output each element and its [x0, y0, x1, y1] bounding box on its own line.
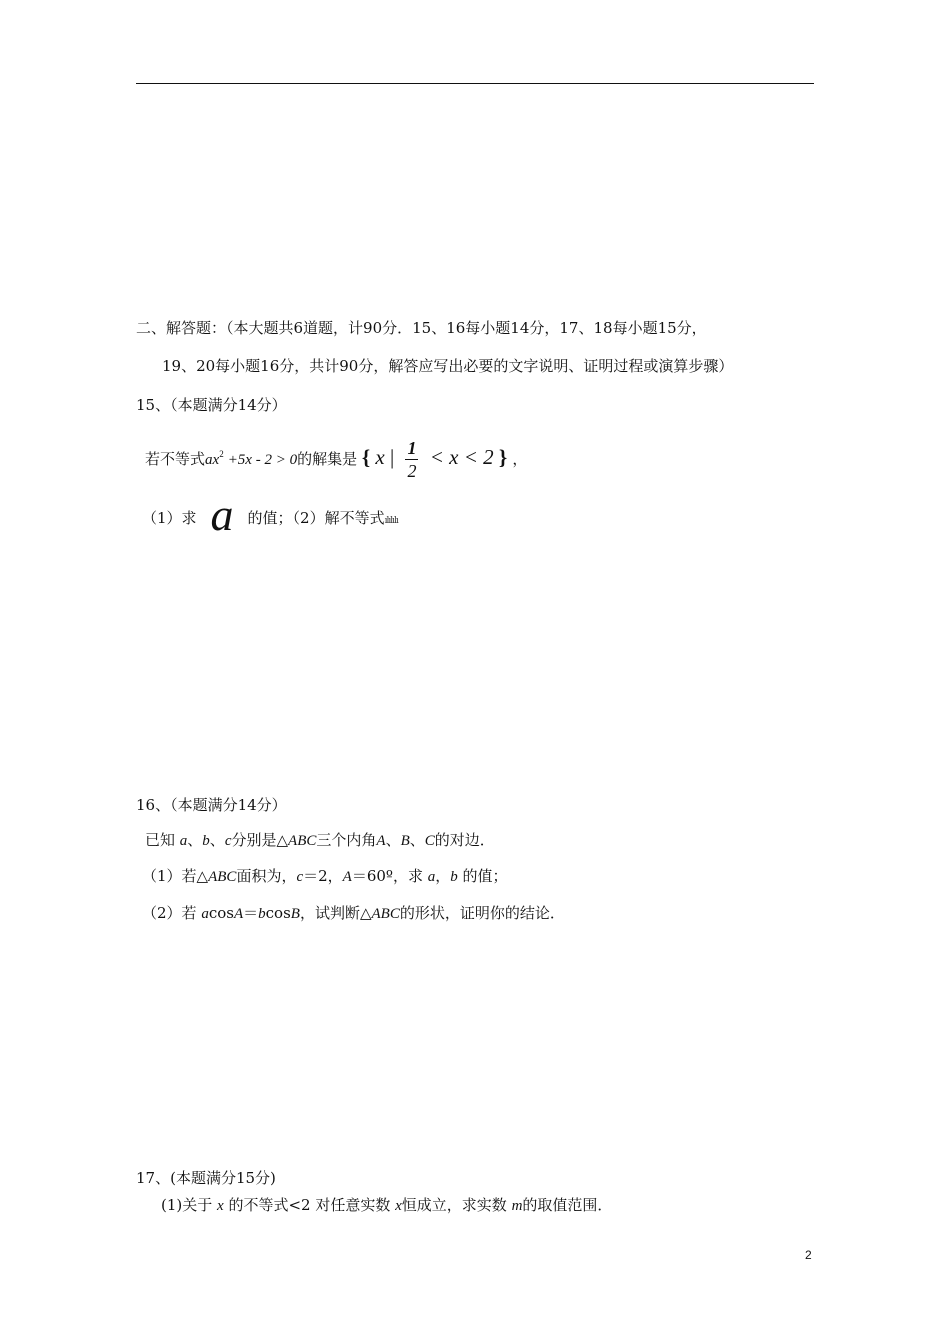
q17-part1-segment: m	[511, 1198, 523, 1214]
q16-header: 16、（本题满分14分）	[136, 796, 287, 814]
q15-part-prefix: （1）求	[142, 509, 197, 527]
q16-stem-segment: b	[202, 833, 210, 849]
page-number: 2	[805, 1248, 812, 1262]
q16-stem-segment: 分别是△	[231, 831, 289, 849]
q16-stem	[145, 830, 495, 851]
q16-part-1	[142, 866, 508, 887]
q16-part2-segment: cos	[208, 904, 234, 922]
q16-part2-segment: ABC	[371, 906, 400, 922]
q16-stem-segment: 已知	[145, 831, 180, 849]
q16-stem-segment: 、	[409, 831, 425, 849]
q15-ineq-a: ax	[205, 452, 220, 468]
q17-part-1	[161, 1195, 612, 1216]
q15-solution-set	[361, 437, 513, 481]
section-2-intro-line-2: 19、20每小题16分，共计90分，解答应写出必要的文字说明、证明过程或演算步骤）	[162, 357, 734, 375]
q15-stem	[145, 436, 527, 480]
q16-part2-segment: a	[201, 906, 209, 922]
q15-stem-mid: 的解集是	[297, 450, 358, 468]
q16-part2-segment: cos	[265, 904, 291, 922]
q15-fraction-half	[405, 439, 418, 480]
q15-garbled-formula: ılılılı	[384, 516, 398, 526]
q15-set-tail: < x < 2	[429, 445, 494, 469]
q15-set-close-brace: }	[498, 445, 508, 469]
header-rule	[136, 83, 814, 84]
q17-part1-segment: 的不等式<2 对任意实数	[223, 1196, 396, 1214]
q16-part2-segment: b	[258, 906, 266, 922]
q16-part1-segment: a	[427, 869, 436, 885]
q16-part2-segment: A	[233, 906, 244, 922]
q17-part1-segment: (1)关于	[161, 1196, 218, 1214]
q16-part2-segment: 的形状，证明你的结论．	[399, 904, 565, 922]
q16-stem-segment: C	[424, 833, 435, 849]
q16-part1-segment: ABC	[208, 869, 237, 885]
q15-ineq-rest: +5x - 2 > 0	[227, 452, 298, 468]
q16-part1-segment: 的值；	[457, 867, 508, 885]
q15-variable-a: a	[210, 489, 234, 540]
q16-stem-segment: a	[179, 833, 188, 849]
q16-part2-segment: ＝	[243, 904, 259, 922]
q16-stem-segment: 、	[209, 831, 225, 849]
q15-stem-prefix: 若不等式	[145, 450, 206, 468]
q15-set-x: x	[375, 445, 385, 469]
q16-stem-segment: 、	[187, 831, 203, 849]
q17-part1-segment: x	[217, 1198, 224, 1214]
q16-part2-segment: ，试判断△	[299, 904, 372, 922]
q15-fraction-denominator: 2	[407, 460, 417, 481]
q15-ineq-exponent: 2	[219, 449, 224, 459]
q15-parts	[142, 489, 398, 540]
q16-stem-segment: ABC	[288, 833, 317, 849]
q16-part1-segment: b	[450, 869, 458, 885]
q17-part1-segment: x	[395, 1198, 402, 1214]
q16-stem-segment: 三个内角	[316, 831, 377, 849]
q17-part1-segment: 恒成立，求实数	[401, 1196, 512, 1214]
q15-part-mid: 的值；（2）解不等式	[247, 509, 385, 527]
q16-part1-segment: c	[296, 869, 304, 885]
q15-set-open-brace: {	[361, 445, 371, 469]
q15-stem-end: ，	[512, 450, 528, 468]
q16-part1-segment: （1）若△	[142, 867, 209, 885]
q16-stem-segment: A	[376, 833, 386, 849]
q16-stem-segment: B	[400, 833, 410, 849]
q16-part1-segment: ＝2，	[303, 867, 343, 885]
q16-part2-segment: （2）若	[142, 904, 202, 922]
q17-header: 17、(本题满分15分)	[136, 1169, 276, 1187]
q15-fraction-numerator: 1	[407, 437, 417, 458]
q16-part1-segment: 面积为，	[236, 867, 297, 885]
q16-part1-segment: A	[342, 869, 352, 885]
q16-stem-segment: 的对边．	[434, 831, 495, 849]
q17-part1-segment: 的取值范围．	[522, 1196, 613, 1214]
section-2-intro-line-1: 二、解答题：（本大题共6道题，计90分．15、16每小题14分，17、18每小题15分，	[136, 319, 707, 337]
q15-set-bar: |	[390, 445, 395, 469]
q15-header: 15、（本题满分14分）	[136, 396, 287, 414]
q16-part1-segment: ＝60º，求	[351, 867, 428, 885]
q16-part-2	[142, 903, 565, 924]
q16-stem-segment: c	[224, 833, 232, 849]
q16-stem-segment: 、	[385, 831, 401, 849]
q16-part2-segment: B	[290, 906, 300, 922]
q16-part1-segment: ，	[435, 867, 451, 885]
